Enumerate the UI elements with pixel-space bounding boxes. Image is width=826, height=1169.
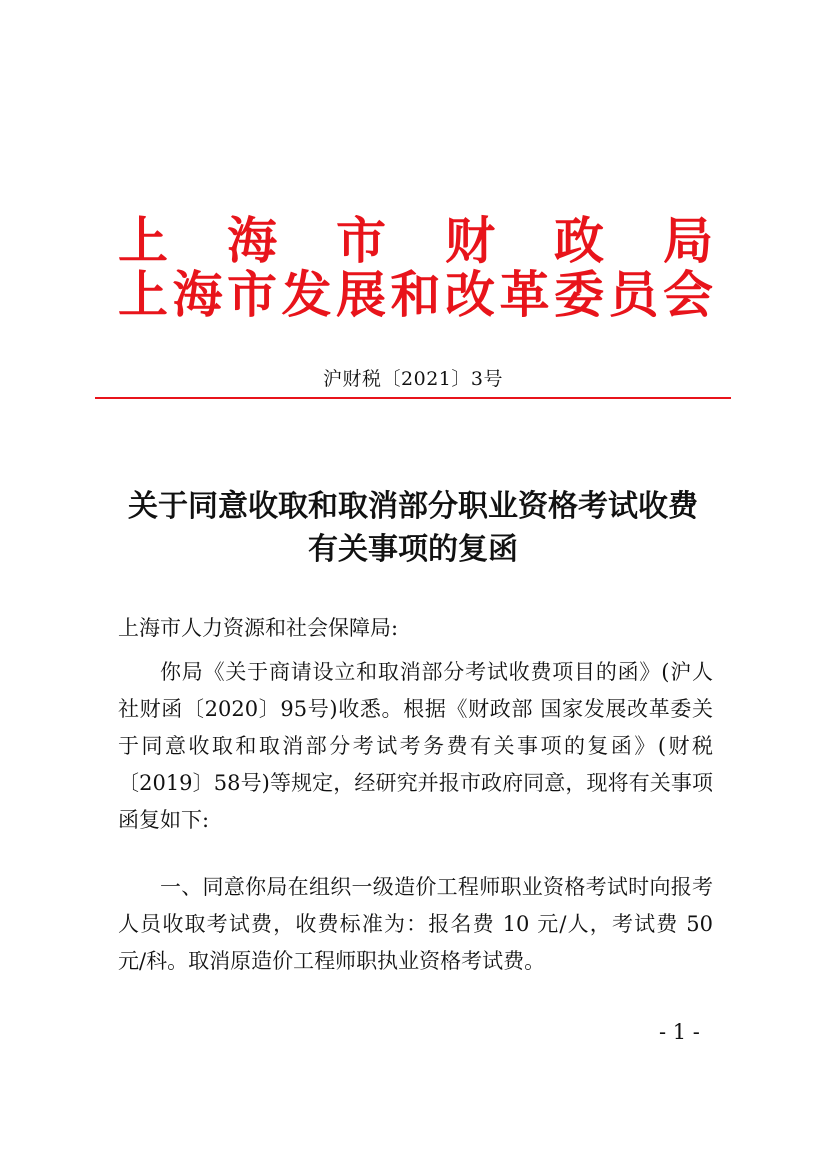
issuer-char: 员	[608, 265, 659, 324]
issuer-char: 财	[445, 211, 495, 270]
issuer-char: 委	[554, 265, 604, 324]
page-number: - 1 -	[659, 1020, 700, 1044]
issuer-line-finance-bureau	[118, 210, 713, 272]
issuer-char: 上	[118, 211, 168, 270]
body-paragraph: 一、同意你局在组织一级造价工程师职业资格考试时向报考人员收取考试费，收费标准为：报名费 10 元/人，考试费 50 元/科。取消原造价工程师职执业资格考试费。	[118, 875, 713, 973]
salutation: 上海市人力资源和社会保障局:	[118, 616, 399, 640]
header-divider	[95, 397, 731, 399]
issuer-char: 市	[336, 211, 386, 270]
body-paragraph: 你局《关于商请设立和取消部分考试收费项目的函》(沪人社财函〔2020〕95号)收悉。根据《财政部 国家发展改革委关于同意收取和取消部分考试考务费有关事项的复函》(财税〔2019〕58号)等规定，经研究并报市政府同意，现将有关事项函复如下:	[118, 660, 713, 832]
issuer-char: 发	[281, 265, 332, 324]
issuer-char: 上	[118, 265, 168, 324]
issuer-char: 展	[336, 265, 386, 324]
document-title-line-2: 有关事项的复函	[308, 532, 518, 567]
document-title-line-1: 关于同意收取和取消部分职业资格考试收费	[128, 489, 698, 524]
issuer-char: 政	[554, 211, 604, 270]
issuer-char: 和	[390, 265, 441, 324]
issuer-char: 革	[499, 265, 550, 324]
issuer-char: 市	[227, 265, 277, 324]
issuer-char: 局	[663, 211, 713, 270]
issuer-char: 改	[445, 265, 495, 324]
document-number: 沪财税〔2021〕3号	[323, 368, 503, 390]
issuer-char: 会	[663, 265, 713, 324]
issuer-line-development-commission	[118, 264, 713, 326]
issuer-char: 海	[172, 265, 223, 324]
issuer-char: 海	[227, 211, 277, 270]
